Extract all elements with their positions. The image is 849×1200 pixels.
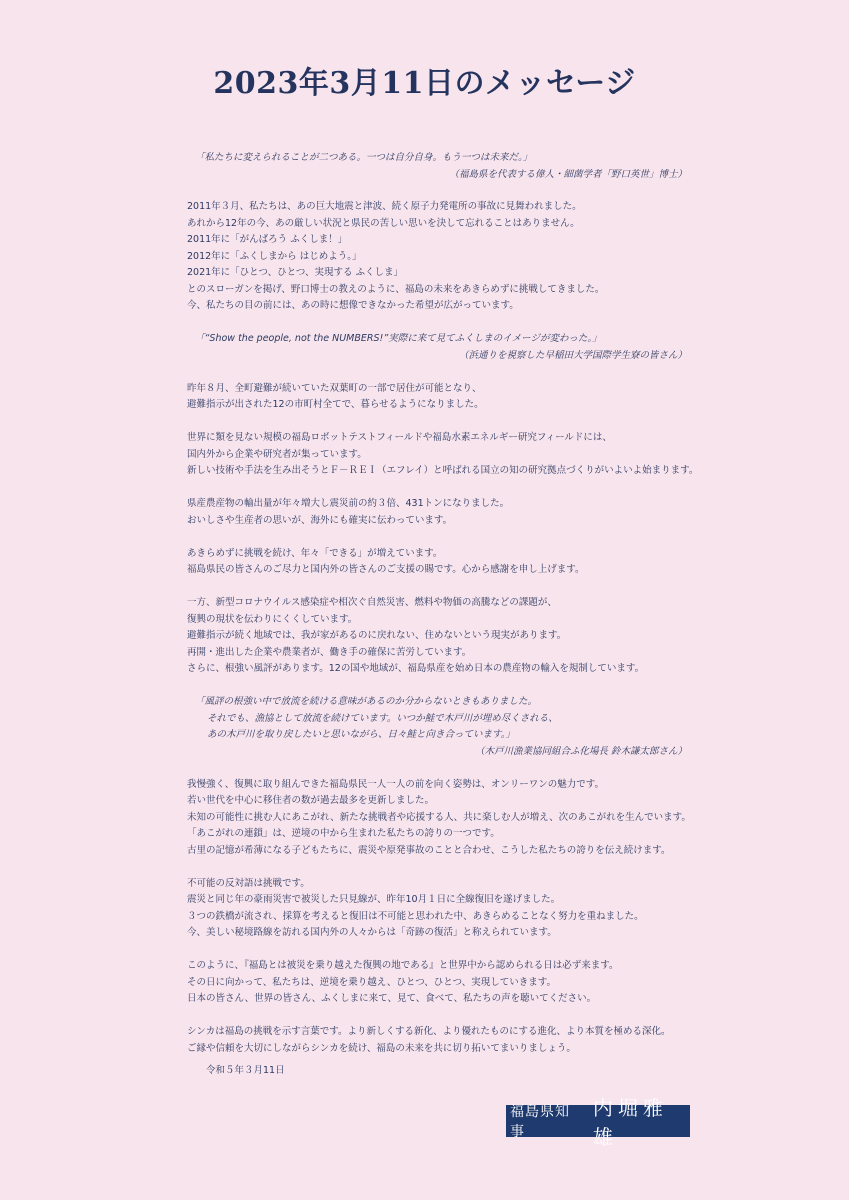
text-line: 2011年に「がんばろう ふくしま！」 [187,234,348,245]
signature-name: 内堀雅雄 [592,1096,668,1149]
text-line: 国内外から企業や研究者が集っています。 [187,448,367,460]
paragraph-tadami-line [187,876,707,942]
text-line: 今、私たちの目の前には、あの時に想像できなかった希望が広がっています。 [187,300,519,311]
text-line: とのスローガンを掲げ、野口博士の教えのように、福島の未来をあきらめずに挑戦してきました。 [187,283,605,295]
paragraph-futaba [187,381,707,414]
text-line: 不可能の反対語は挑戦です。 [187,877,310,889]
quote-line: あの木戸川を取り戻したいと思いながら、日々鮭と向き合っています。」 [207,729,515,740]
text-line: 復興の現状を伝わりにくくしています。 [187,613,358,625]
message-body [187,150,707,1057]
text-line: 世界に類を見ない規模の福島ロボットテストフィールドや福島水素エネルギー研究フィールドには、 [187,432,612,443]
text-line: 2011年３月、私たちは、あの巨大地震と津波、続く原子力発電所の事故に見舞われました。 [187,201,582,212]
text-line: おいしさや生産者の思いが、海外にも確実に伝わっています。 [187,514,453,526]
text-line: 未知の可能性に挑む人にあこがれ、新たな挑戦者や応援する人、共に楽しむ人が増え、次のあこがれを生んでいます。 [187,811,691,823]
text-line: 2012年に「ふくしまから はじめよう。」 [187,250,362,262]
text-line: 若い世代を中心に移住者の数が過去最多を更新しました。 [187,795,435,806]
text-line: 我慢強く、復興に取り組んできた福島県民一人一人の前を向く姿勢は、オンリーワンの魅力です。 [187,778,605,790]
quote-waseda [195,331,707,348]
text-line: さらに、根強い風評があります。12の国や地域が、福島県産を始め日本の農産物の輸入を規制しています。 [187,663,645,674]
paragraph-exports [187,496,707,529]
text-line: このように、『福島とは被災を乗り越えた復興の地である』と世界中から認められる日は必ず来ます。 [187,960,619,971]
text-line: 一方、新型コロナウイルス感染症や相次ぐ自然災害、燃料や物価の高騰などの課題が、 [187,597,557,608]
signature-title: 福島県知事 [510,1104,570,1140]
text-line: 新しい技術や手法を生み出そうとＦ－ＲＥＩ（エフレイ）と呼ばれる国立の知の研究拠点づくりがいよいよ始まります。 [187,465,699,476]
text-line: 昨年８月、全町避難が続いていた双葉町の一部で居住が可能となり、 [187,382,482,394]
paragraph-future [187,958,707,1008]
quote-attribution: （浜通りを視察した早稲田大学国際学生寮の皆さん） [458,349,687,361]
quote-attribution: （福島県を代表する偉人・細菌学者「野口英世」博士） [449,168,687,180]
message-date: 令和５年３月11日 [206,1065,285,1076]
quote-line: それでも、漁協として放流を続けています。いつか鮭で木戸川が埋め尽くされる、 [207,712,558,724]
page-title: 2023年3月11日のメッセージ [213,66,636,101]
text-line: 古里の記憶が希薄になる子どもたちに、震災や原発事故のことと合わせ、こうした私たちの誇りを伝え続けます。 [187,844,671,856]
text-line: その日に向かって、私たちは、逆境を乗り越え、ひとつ、ひとつ、実現していきます。 [187,976,556,988]
text-line: あきらめずに挑戦を続け、年々「できる」が増えています。 [187,547,443,559]
text-line: ３つの鉄橋が流され、採算を考えると復旧は不可能と思われた中、あきらめることなく努力を重ねました。 [187,910,644,922]
quote-attribution: （木戸川漁業協同組合ふ化場長 鈴木謙太郎さん） [474,745,687,757]
governor-signature [506,1096,690,1149]
quote-line: 「私たちに変えられることが二つある。一つは自分自身。もう一つは未来だ。」 [195,152,533,163]
quote-kidogawa [195,694,707,744]
text-line: 日本の皆さん、世界の皆さん、ふくしまに来て、見て、食べて、私たちの声を聴いてください。 [187,993,597,1004]
quote-line: 「“Show the people, not the NUMBERS!”実際に来て見てふくしまのイメージが変わった。」 [195,333,602,344]
text-line: 県産農産物の輸出量が年々増大し震災前の約３倍、431トンになりました。 [187,498,510,509]
paragraph-shinka [187,1024,707,1057]
text-line: 福島県民の皆さんのご尽力と国内外の皆さんのご支援の賜です。心から感謝を申し上げます。 [187,564,585,575]
paragraph-intro [187,199,707,315]
text-line: 「あこがれの連鎖」は、逆境の中から生まれた私たちの誇りの一つです。 [187,828,500,839]
paragraph-gratitude [187,546,707,579]
text-line: 震災と同じ年の豪雨災害で被災した只見線が、昨年10月１日に全線復旧を遂げました。 [187,894,561,905]
quote-line: 「風評の根強い中で放流を続ける意味があるのか分からないときもありました。 [195,696,538,707]
text-line: 再開・進出した企業や農業者が、働き手の確保に苦労しています。 [187,646,472,658]
text-line: 2021年に「ひとつ、ひとつ、実現する ふくしま」 [187,267,404,278]
text-line: 避難指示が続く地域では、我が家があるのに戻れない、住めないという現実があります。 [187,630,567,641]
paragraph-challenges [187,595,707,678]
text-line: ご縁や信頼を大切にしながらシンカを続け、福島の未来を共に切り拓いてまいりましょう。 [187,1042,576,1054]
text-line: 避難指示が出された12の市町村全てで、暮らせるようになりました。 [187,399,484,410]
text-line: シンカは福島の挑戦を示す言葉です。より新しくする新化、より優れたものにする進化、より本質を極める深化。 [187,1026,671,1037]
paragraph-research [187,430,707,480]
quote-noguchi [195,150,707,167]
text-line: あれから12年の今、あの厳しい状況と県民の苦しい思いを決して忘れることはありません。 [187,217,580,229]
paragraph-resilience [187,777,707,860]
text-line: 今、美しい秘境路線を訪れる国内外の人々からは「奇跡の復活」と称えられています。 [187,927,557,938]
